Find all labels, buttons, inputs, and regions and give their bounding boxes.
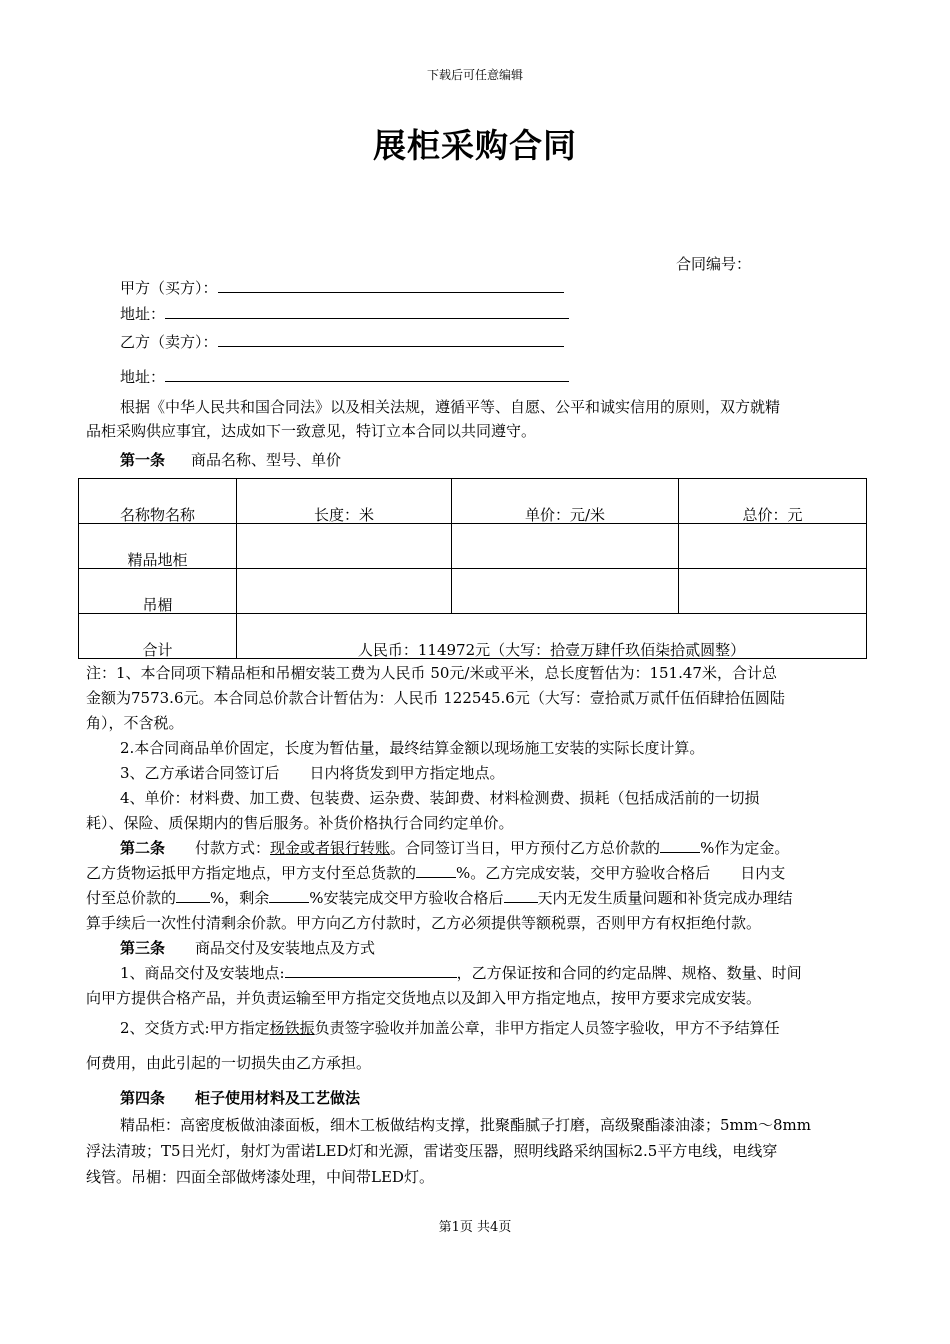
- table-cell: 精品地柜: [79, 524, 237, 569]
- table-cell: [452, 569, 679, 614]
- party-a-line: [120, 277, 564, 298]
- party-b-address-label: 地址：: [120, 368, 166, 386]
- article-2-line-2: [86, 862, 785, 883]
- table-cell: 吊楣: [79, 569, 237, 614]
- document-title: 展柜采购合同: [373, 126, 577, 165]
- article-2-text: 天内无发生质量问题和补货完成办理结: [537, 889, 793, 907]
- article-4-title: 柜子使用材料及工艺做法: [195, 1089, 361, 1107]
- days-blank: [504, 890, 538, 903]
- designated-person: 杨铁振: [269, 1019, 315, 1037]
- table-cell: [237, 569, 452, 614]
- article-2-text: %。乙方完成安装，交甲方验收合格后 日内支: [456, 864, 786, 882]
- article-4-line-3: 线管。吊楣：四面全部做烤漆处理，中间带LED灯。: [86, 1168, 434, 1186]
- party-a-address-label: 地址：: [120, 305, 166, 323]
- article-2-label: 第二条: [120, 839, 166, 857]
- table-header-cell: 长度：米: [237, 479, 452, 524]
- party-b-address-line: [120, 366, 569, 387]
- contract-number-label: 合同编号：: [676, 255, 752, 273]
- party-b-blank: [218, 334, 564, 347]
- party-a-address-blank: [165, 306, 569, 319]
- article-1-label: 第一条: [120, 451, 166, 469]
- goods-table: [78, 478, 867, 659]
- article-4-line-2: 浮法清玻；T5日光灯，射灯为雷诺LED灯和光源，雷诺变压器，照明线路采纳国标2.5平方电线，电线穿: [86, 1142, 778, 1160]
- table-header-row: [79, 479, 867, 524]
- article-3-line-4: 何费用，由此引起的一切损失由乙方承担。: [86, 1054, 372, 1072]
- page-footer: 第1页 共4页: [438, 1220, 512, 1235]
- article-3-text: ，乙方保证按和合同的约定品牌、规格、数量、时间: [456, 964, 802, 982]
- party-b-address-blank: [165, 369, 569, 382]
- intro-line-2: 品柜采购供应事宜，达成如下一致意见，特订立本合同以共同遵守。: [86, 422, 537, 440]
- article-4-line-1: 精品柜：高密度板做油漆面板，细木工板做结构支撑，批聚酯腻子打磨，高级聚酯漆油漆；5mm～8mm: [120, 1116, 811, 1134]
- table-header-cell: 总价：元: [679, 479, 867, 524]
- header-note: 下载后可任意编辑: [426, 68, 523, 82]
- article-1-title: 商品名称、型号、单价: [191, 451, 342, 469]
- party-a-address-line: [120, 303, 569, 324]
- note-3: 3、乙方承诺合同签订后 日内将货发到甲方指定地点。: [120, 764, 505, 782]
- table-row: [79, 569, 867, 614]
- arrival-percent-blank: [416, 865, 456, 878]
- table-total-value: 人民币：114972元（大写：拾壹万肆仟玖佰柒拾贰圆整）: [237, 614, 867, 659]
- article-1-heading: [120, 449, 341, 470]
- note-1-line-3: 角），不含税。: [86, 714, 184, 732]
- note-2: 2.本合同商品单价固定，长度为暂估量，最终结算金额以现场施工安装的实际长度计算。: [120, 739, 705, 757]
- article-3-title: 商品交付及安装地点及方式: [195, 939, 376, 957]
- acceptance-percent-blank: [176, 890, 210, 903]
- article-3-line-3: [120, 1017, 780, 1038]
- payment-method-value: 现金或者银行转账: [270, 839, 391, 857]
- party-b-label: 乙方（卖方）：: [120, 333, 218, 351]
- article-3-label: 第三条: [120, 939, 166, 957]
- table-header-cell: 名称物名称: [79, 479, 237, 524]
- article-2-line-4: 算手续后一次性付清剩余价款。甲方向乙方付款时，乙方必须提供等额税票，否则甲方有权拒绝付款。: [86, 914, 762, 932]
- intro-line-1: 根据《中华人民共和国合同法》以及相关法规，遵循平等、自愿、公平和诚实信用的原则，双方就精: [120, 398, 781, 416]
- article-3-line-1: [120, 962, 802, 983]
- article-2-text: 乙方货物运抵甲方指定地点，甲方支付至总货款的: [86, 864, 417, 882]
- party-a-blank: [218, 280, 564, 293]
- table-total-label: 合计: [79, 614, 237, 659]
- article-2-text: %安装完成交甲方验收合格后: [309, 889, 504, 907]
- table-cell: [237, 524, 452, 569]
- delivery-location-blank: [285, 965, 457, 978]
- article-3-heading: [120, 937, 375, 958]
- table-row: [79, 524, 867, 569]
- article-2-line-3: [86, 887, 793, 908]
- article-3-text: 负责签字验收并加盖公章，非甲方指定人员签字验收，甲方不予结算任: [314, 1019, 780, 1037]
- table-cell: [679, 524, 867, 569]
- party-b-line: [120, 331, 564, 352]
- article-2-text: 。合同签订当日，甲方预付乙方总价款的: [390, 839, 661, 857]
- payment-method-label: 付款方式：: [195, 839, 271, 857]
- party-a-label: 甲方（买方）：: [120, 279, 218, 297]
- article-3-text: 1、商品交付及安装地点:: [120, 964, 285, 982]
- table-header-cell: 单价：元/米: [452, 479, 679, 524]
- article-2-text: %作为定金。: [700, 839, 790, 857]
- article-2-text: %，剩余: [210, 889, 270, 907]
- table-cell: [452, 524, 679, 569]
- article-2-text: 付至总价款的: [86, 889, 177, 907]
- table-total-row: [79, 614, 867, 659]
- article-4-heading: [120, 1087, 360, 1108]
- note-4-line-2: 耗）、保险、质保期内的售后服务。补货价格执行合同约定单价。: [86, 814, 514, 832]
- table-cell: [679, 569, 867, 614]
- article-4-label: 第四条: [120, 1089, 166, 1107]
- deposit-percent-blank: [660, 840, 700, 853]
- article-3-text: 2、交货方式:甲方指定: [120, 1019, 270, 1037]
- note-1-line-2: 金额为7573.6元。本合同总价款合计暂估为：人民币 122545.6元（大写：壹拾贰万贰仟伍佰肆拾伍圆陆: [86, 689, 785, 707]
- note-4-line-1: 4、单价：材料费、加工费、包装费、运杂费、装卸费、材料检测费、损耗（包括成活前的一切损: [120, 789, 760, 807]
- article-2-line-1: [120, 837, 789, 858]
- article-3-line-2: 向甲方提供合格产品，并负责运输至甲方指定交货地点以及卸入甲方指定地点，按甲方要求完成安装。: [86, 989, 762, 1007]
- note-1-line-1: 注：1、本合同项下精品柜和吊楣安装工费为人民币 50元/米或平米，总长度暂估为：151.47米，合计总: [86, 664, 777, 682]
- remaining-percent-blank: [269, 890, 309, 903]
